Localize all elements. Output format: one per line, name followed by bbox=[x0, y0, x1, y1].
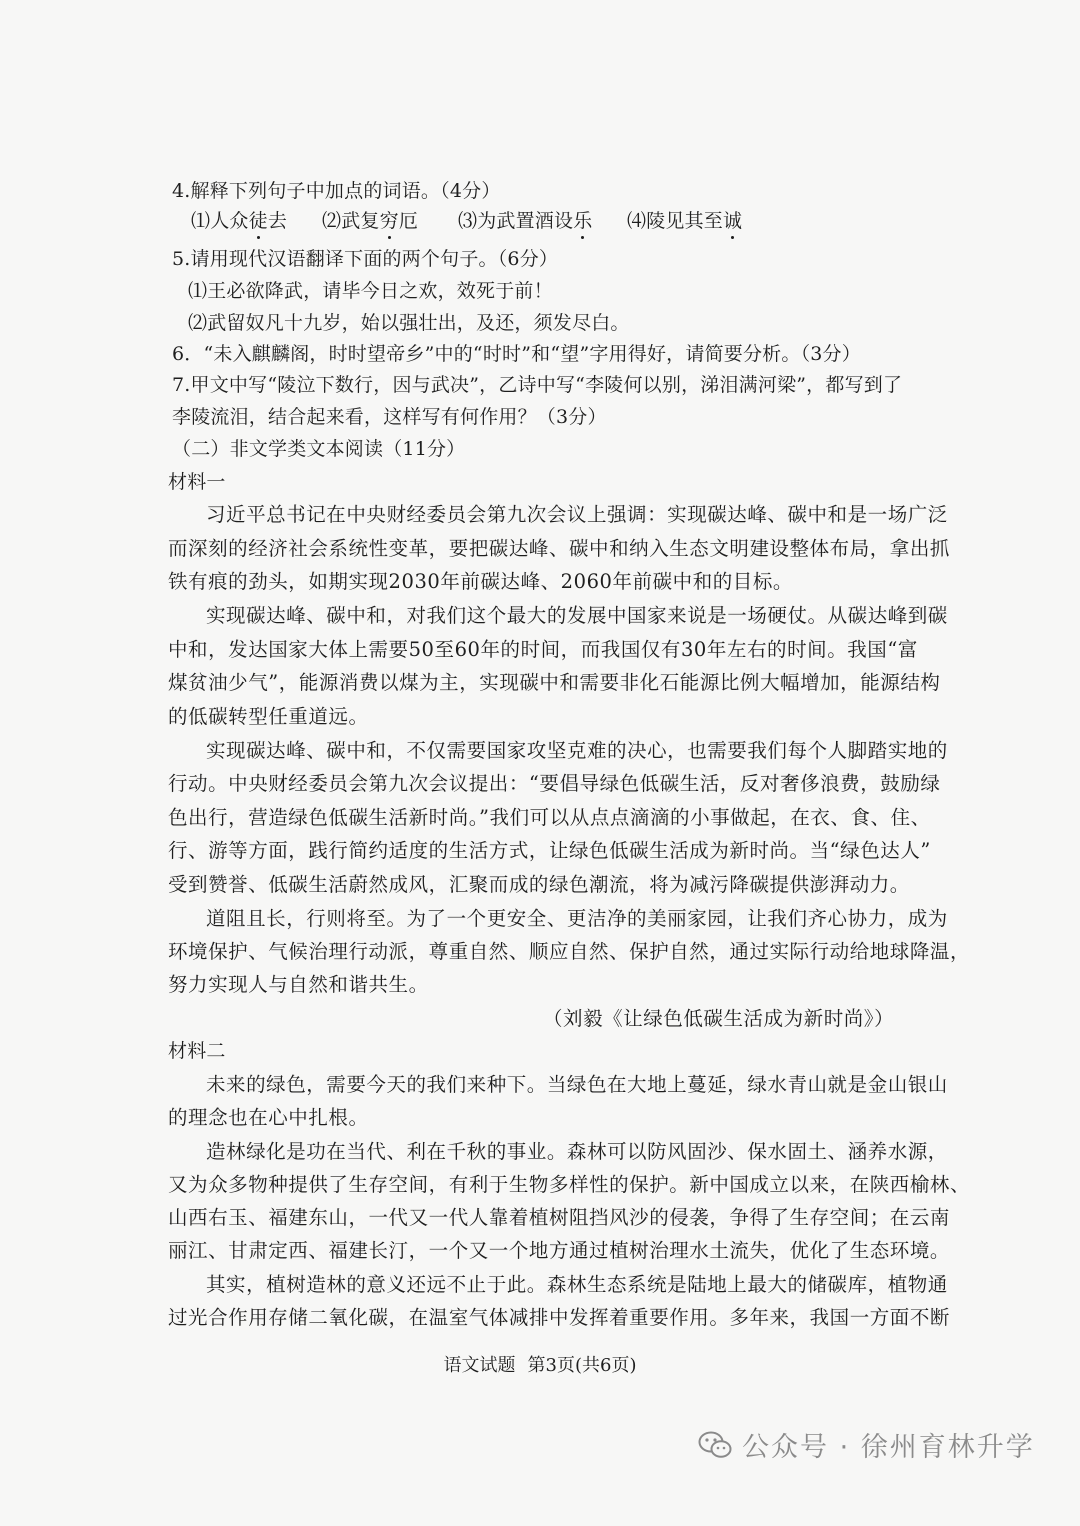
q5-sentence-1: ⑴王必欲降武，请毕今日之欢，效死于前！ bbox=[188, 280, 553, 302]
q4-item-2: ⑵武复穷厄 bbox=[322, 210, 419, 232]
paragraph-line: 努力实现人与自然和谐共生。 bbox=[168, 973, 429, 996]
watermark-text: 公众号 · 徐州育林升学 bbox=[742, 1432, 1035, 1463]
paragraph-line: 受到赞誉、低碳生活蔚然成风，汇聚而成的绿色潮流，将为减污降碳提供澎湃动力。 bbox=[168, 873, 910, 896]
paragraph-line: 煤贫油少气”，能源消费以煤为主，实现碳中和需要非化石能源比例大幅增加，能源结构 bbox=[168, 671, 941, 694]
paragraph-line: 铁有痕的劲头，如期实现2030年前碳达峰、2060年前碳中和的目标。 bbox=[168, 570, 793, 593]
emphasis-dot: 徒 bbox=[248, 210, 268, 232]
q6: 6．“未入麒麟阁，时时望帝乡”中的“时时”和“望”字用得好，请简要分析。（3分） bbox=[172, 343, 861, 365]
paragraph-line: 环境保护、气候治理行动派，尊重自然、顺应自然、保护自然，通过实际行动给地球降温， bbox=[168, 940, 971, 963]
q4-item-1: ⑴人众徒去 bbox=[191, 210, 288, 232]
paragraph-line: 其实，植树造林的意义还远不止于此。森林生态系统是陆地上最大的储碳库，植物通 bbox=[206, 1273, 948, 1296]
material-1-label: 材料一 bbox=[168, 471, 226, 493]
paragraph-line: 行、游等方面，践行简约适度的生活方式，让绿色低碳生活成为新时尚。当“绿色达人” bbox=[168, 839, 931, 862]
q5-title: 5.请用现代汉语翻译下面的两个句子。（6分） bbox=[172, 248, 559, 270]
footer-page-number: 第3页(共6页) bbox=[527, 1355, 637, 1376]
wechat-icon bbox=[698, 1430, 732, 1460]
source-citation: （刘毅《让绿色低碳生活成为新时尚》） bbox=[543, 1007, 895, 1030]
emphasis-dot: 穷 bbox=[379, 210, 399, 232]
paragraph-line: 造林绿化是功在当代、利在千秋的事业。森林可以防风固沙、保水固土、涵养水源， bbox=[206, 1140, 948, 1163]
q4-title: 4.解释下列句子中加点的词语。（4分） bbox=[172, 180, 501, 202]
paragraph-line: 而深刻的经济社会系统性变革，要把碳达峰、碳中和纳入生态文明建设整体布局，拿出抓 bbox=[168, 537, 950, 560]
paragraph-line: 的低碳转型任重道远。 bbox=[168, 705, 369, 728]
paragraph-line: 又为众多物种提供了生存空间，有利于生物多样性的保护。新中国成立以来，在陕西榆林、 bbox=[168, 1173, 971, 1196]
paragraph-line: 的理念也在心中扎根。 bbox=[168, 1106, 369, 1129]
paragraph-line: 未来的绿色，需要今天的我们来种下。当绿色在大地上蔓延，绿水青山就是金山银山 bbox=[206, 1073, 948, 1096]
paragraph-line: 山西右玉、福建东山，一代又一代人靠着植树阻挡风沙的侵袭，争得了生存空间；在云南 bbox=[168, 1206, 950, 1229]
material-2-label: 材料二 bbox=[168, 1040, 226, 1062]
q7-line-2: 李陵流泪，结合起来看，这样写有何作用？（3分） bbox=[172, 406, 607, 428]
q7-line-1: 7.甲文中写“陵泣下数行，因与武决”，乙诗中写“李陵何以别，涕泪满河梁”，都写到了 bbox=[172, 374, 903, 396]
emphasis-dot: 乐 bbox=[573, 210, 593, 232]
paragraph-line: 实现碳达峰、碳中和，不仅需要国家攻坚克难的决心，也需要我们每个人脚踏实地的 bbox=[206, 739, 948, 762]
paragraph-line: 中和，发达国家大体上需要50至60年的时间，而我国仅有30年左右的时间。我国“富 bbox=[168, 638, 918, 661]
paragraph-line: 道阻且长，行则将至。为了一个更安全、更洁净的美丽家园，让我们齐心协力，成为 bbox=[206, 907, 948, 930]
q5-sentence-2: ⑵武留奴凡十九岁，始以强壮出，及还，须发尽白。 bbox=[188, 312, 630, 334]
paragraph-line: 实现碳达峰、碳中和，对我们这个最大的发展中国家来说是一场硬仗。从碳达峰到碳 bbox=[206, 604, 948, 627]
q4-item-4: ⑷陵见其至诚 bbox=[627, 210, 743, 232]
page-footer bbox=[0, 1351, 1080, 1377]
watermark bbox=[698, 1425, 1035, 1464]
paragraph-line: 习近平总书记在中央财经委员会第九次会议上强调：实现碳达峰、碳中和是一场广泛 bbox=[206, 503, 948, 526]
paragraph-line: 丽江、甘肃定西、福建长汀，一个又一个地方通过植树治理水土流失，优化了生态环境。 bbox=[168, 1239, 950, 1262]
paragraph-line: 过光合作用存储二氧化碳，在温室气体减排中发挥着重要作用。多年来，我国一方面不断 bbox=[168, 1306, 950, 1329]
section-heading: （二）非文学类文本阅读（11分） bbox=[172, 438, 466, 460]
emphasis-dot: 诚 bbox=[723, 210, 743, 232]
paragraph-line: 行动。中央财经委员会第九次会议提出：“要倡导绿色低碳生活，反对奢侈浪费，鼓励绿 bbox=[168, 772, 941, 795]
q4-item-3: ⑶为武置酒设乐 bbox=[458, 210, 593, 232]
paragraph-line: 色出行，营造绿色低碳生活新时尚。”我们可以从点点滴滴的小事做起，在衣、食、住、 bbox=[168, 806, 931, 829]
footer-subject: 语文试题 bbox=[443, 1355, 516, 1376]
